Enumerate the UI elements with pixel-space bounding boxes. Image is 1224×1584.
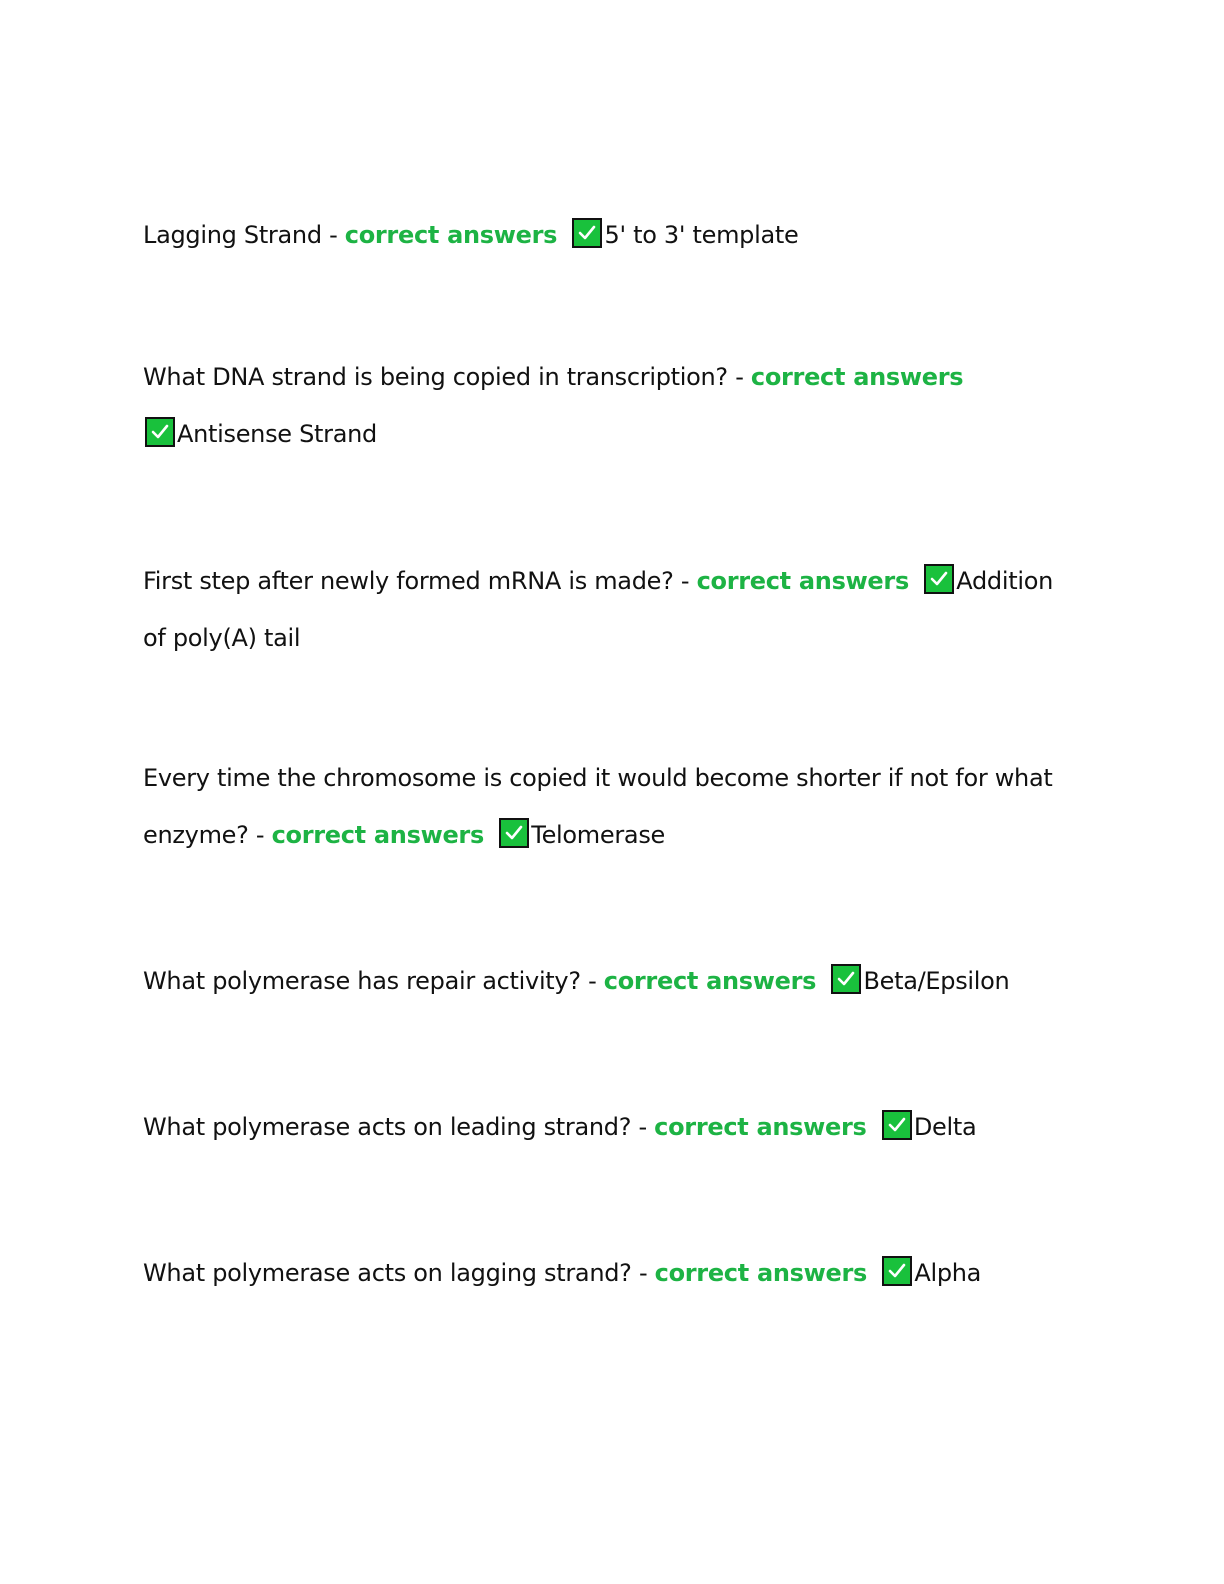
- question-text: Every time the chromosome is copied it would become shorter if not for what enzyme? -: [143, 764, 1053, 849]
- qa-item-5: [143, 953, 1073, 1010]
- qa-item-7: [143, 1245, 1073, 1302]
- correct-answers-label: correct answers: [344, 221, 558, 249]
- answer-text: Alpha: [914, 1259, 982, 1287]
- qa-item-4: [143, 750, 1073, 864]
- correct-answers-label: correct answers: [654, 1113, 867, 1141]
- question-text: Lagging Strand -: [143, 221, 345, 249]
- answer-text: Addition of poly(A) tail: [143, 567, 1053, 652]
- check-mark-button-icon: [882, 1110, 912, 1140]
- answer-text: Telomerase: [531, 821, 665, 849]
- check-mark-button-icon: [145, 417, 175, 447]
- answer-text: Delta: [913, 1113, 977, 1141]
- answer-text: 5' to 3' template: [604, 221, 799, 249]
- question-text: What polymerase acts on lagging strand? -: [143, 1259, 655, 1287]
- check-mark-button-icon: [882, 1256, 912, 1286]
- check-mark-button-icon: [499, 818, 529, 848]
- qa-item-1: [143, 207, 1073, 264]
- check-mark-button-icon: [924, 564, 954, 594]
- correct-answers-label: correct answers: [603, 967, 817, 995]
- check-mark-button-icon: [831, 964, 861, 994]
- correct-answers-label: correct answers: [750, 363, 964, 391]
- answer-text: Beta/Epsilon: [863, 967, 1010, 995]
- qa-item-2: [143, 349, 1073, 463]
- qa-item-3: [143, 553, 1073, 667]
- correct-answers-label: correct answers: [696, 567, 909, 595]
- correct-answers-label: correct answers: [271, 821, 484, 849]
- question-text: First step after newly formed mRNA is made? -: [143, 567, 697, 595]
- question-text: What polymerase has repair activity? -: [143, 967, 604, 995]
- correct-answers-label: correct answers: [654, 1259, 867, 1287]
- question-text: What polymerase acts on leading strand? -: [143, 1113, 655, 1141]
- check-mark-button-icon: [572, 218, 602, 248]
- qa-item-6: [143, 1099, 1073, 1156]
- answer-text: Antisense Strand: [177, 420, 377, 448]
- question-text: What DNA strand is being copied in transcription? -: [143, 363, 751, 391]
